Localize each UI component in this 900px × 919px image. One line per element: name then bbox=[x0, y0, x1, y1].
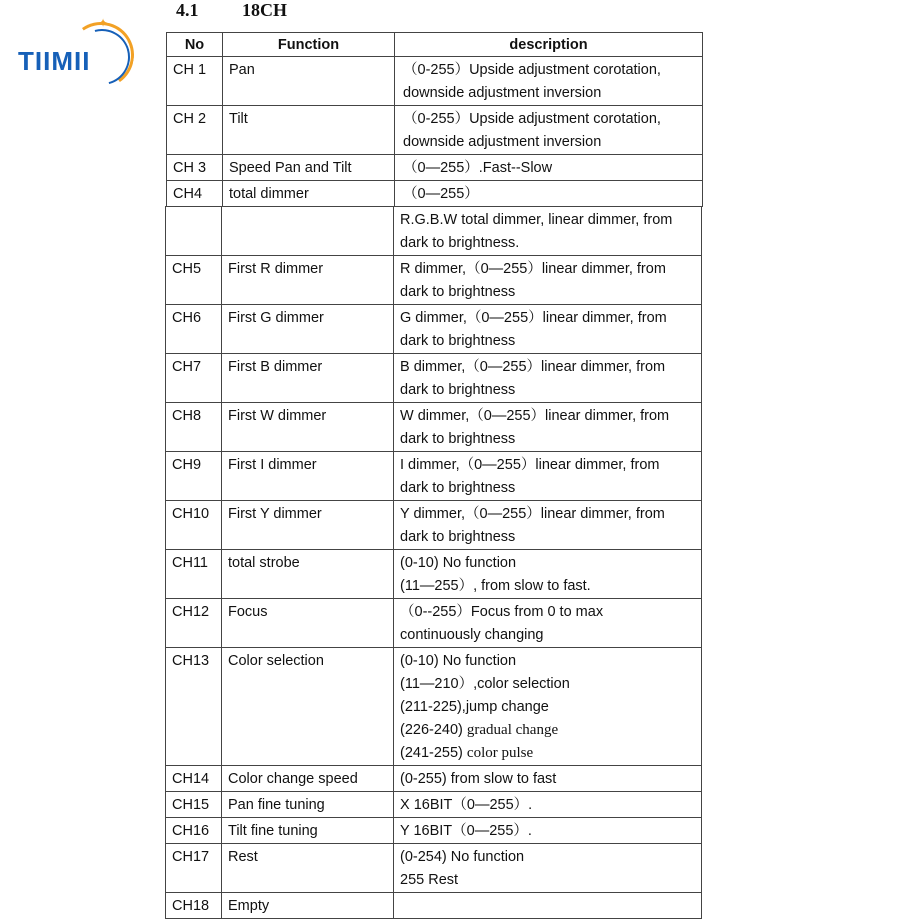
channel-table-bottom bbox=[165, 206, 702, 919]
channel-number: CH7 bbox=[166, 354, 222, 403]
channel-number: CH8 bbox=[166, 403, 222, 452]
description-line: downside adjustment inversion bbox=[403, 85, 602, 101]
table-row bbox=[166, 403, 702, 452]
description-line: Y 16BIT（0—255）. bbox=[400, 823, 532, 839]
channel-description bbox=[394, 305, 702, 354]
description-line: (11—255）, from slow to fast. bbox=[400, 578, 591, 594]
channel-description bbox=[394, 354, 702, 403]
channel-function: Focus bbox=[222, 599, 394, 648]
description-line: dark to brightness bbox=[400, 431, 516, 447]
channel-description bbox=[395, 106, 703, 155]
channel-number: CH18 bbox=[166, 893, 222, 919]
channel-description bbox=[394, 844, 702, 893]
channel-function: total strobe bbox=[222, 550, 394, 599]
table-row bbox=[166, 599, 702, 648]
channel-number: CH5 bbox=[166, 256, 222, 305]
description-line bbox=[400, 895, 695, 918]
description-line: dark to brightness bbox=[400, 382, 516, 398]
description-line: dark to brightness bbox=[400, 480, 516, 496]
table-row bbox=[166, 766, 702, 792]
channel-description bbox=[394, 818, 702, 844]
channel-description bbox=[394, 766, 702, 792]
channel-description bbox=[394, 792, 702, 818]
channel-description bbox=[394, 256, 702, 305]
channel-description bbox=[394, 550, 702, 599]
description-line: X 16BIT（0—255）. bbox=[400, 797, 533, 813]
description-line: dark to brightness bbox=[400, 333, 516, 349]
table-row bbox=[167, 57, 703, 106]
description-line: （0-255）Upside adjustment corotation, bbox=[403, 111, 661, 127]
channel-number: CH13 bbox=[166, 648, 222, 766]
table-row bbox=[166, 792, 702, 818]
section-heading bbox=[176, 0, 287, 21]
table-row bbox=[166, 354, 702, 403]
channel-function: Rest bbox=[222, 844, 394, 893]
description-line: dark to brightness. bbox=[400, 235, 520, 251]
header-function: Function bbox=[223, 33, 395, 57]
header-description: description bbox=[395, 33, 703, 57]
description-line: (0-10) No function bbox=[400, 555, 517, 571]
table-row bbox=[166, 305, 702, 354]
channel-function: total dimmer bbox=[223, 181, 395, 207]
table-row bbox=[166, 893, 702, 919]
description-line: downside adjustment inversion bbox=[403, 134, 602, 150]
description-line: (0-255) from slow to fast bbox=[400, 771, 557, 787]
table-row bbox=[167, 155, 703, 181]
channel-table-top bbox=[166, 32, 703, 207]
description-line: Y dimmer,（0—255）linear dimmer, from bbox=[400, 506, 665, 522]
channel-function: Tilt fine tuning bbox=[222, 818, 394, 844]
channel-number: CH15 bbox=[166, 792, 222, 818]
channel-function: First Y dimmer bbox=[222, 501, 394, 550]
channel-number: CH17 bbox=[166, 844, 222, 893]
channel-number: CH14 bbox=[166, 766, 222, 792]
channel-description bbox=[394, 403, 702, 452]
channel-description bbox=[394, 893, 702, 919]
description-line: (0-254) No function bbox=[400, 849, 525, 865]
description-line: I dimmer,（0—255）linear dimmer, from bbox=[400, 457, 660, 473]
description-line: R.G.B.W total dimmer, linear dimmer, from bbox=[400, 212, 673, 228]
section-title: 18CH bbox=[242, 0, 287, 20]
channel-function: Pan bbox=[223, 57, 395, 106]
channel-description bbox=[395, 155, 703, 181]
section-number: 4.1 bbox=[176, 0, 199, 20]
channel-number: CH10 bbox=[166, 501, 222, 550]
table-row bbox=[166, 844, 702, 893]
channel-description bbox=[395, 181, 703, 207]
channel-number: CH9 bbox=[166, 452, 222, 501]
channel-function: Speed Pan and Tilt bbox=[223, 155, 395, 181]
description-line: (226-240) gradual change bbox=[400, 722, 559, 738]
channel-function: First I dimmer bbox=[222, 452, 394, 501]
star-icon: ✦ bbox=[98, 16, 109, 30]
channel-number: CH 2 bbox=[167, 106, 223, 155]
channel-function: Empty bbox=[222, 893, 394, 919]
description-line: B dimmer,（0—255）linear dimmer, from bbox=[400, 359, 666, 375]
channel-description bbox=[394, 599, 702, 648]
channel-number: CH 3 bbox=[167, 155, 223, 181]
channel-number: CH 1 bbox=[167, 57, 223, 106]
channel-function: Pan fine tuning bbox=[222, 792, 394, 818]
table-row bbox=[166, 648, 702, 766]
channel-description bbox=[395, 57, 703, 106]
description-line: （0-255）Upside adjustment corotation, bbox=[403, 62, 661, 78]
description-line: dark to brightness bbox=[400, 284, 516, 300]
table-row bbox=[166, 452, 702, 501]
table-row bbox=[166, 207, 702, 256]
channel-function: First W dimmer bbox=[222, 403, 394, 452]
table-header-row bbox=[167, 33, 703, 57]
channel-function: Color selection bbox=[222, 648, 394, 766]
description-line: (0-10) No function bbox=[400, 653, 517, 669]
table-row bbox=[166, 501, 702, 550]
description-line: continuously changing bbox=[400, 627, 544, 643]
description-line: （0—255） bbox=[403, 186, 479, 202]
description-line: (211-225),jump change bbox=[400, 699, 549, 715]
header-no: No bbox=[167, 33, 223, 57]
table-row bbox=[166, 550, 702, 599]
channel-number: CH6 bbox=[166, 305, 222, 354]
table-row bbox=[167, 181, 703, 207]
channel-function bbox=[222, 207, 394, 256]
table-row bbox=[167, 106, 703, 155]
table-row bbox=[166, 256, 702, 305]
channel-description bbox=[394, 501, 702, 550]
description-line: (11—210）,color selection bbox=[400, 676, 570, 692]
channel-function: First B dimmer bbox=[222, 354, 394, 403]
channel-number: CH11 bbox=[166, 550, 222, 599]
description-line: G dimmer,（0—255）linear dimmer, from bbox=[400, 310, 667, 326]
description-line: （0--255）Focus from 0 to max bbox=[400, 604, 604, 620]
channel-function: First G dimmer bbox=[222, 305, 394, 354]
channel-description bbox=[394, 207, 702, 256]
channel-description bbox=[394, 452, 702, 501]
description-line: W dimmer,（0—255）linear dimmer, from bbox=[400, 408, 670, 424]
channel-description bbox=[394, 648, 702, 766]
channel-function: Color change speed bbox=[222, 766, 394, 792]
table-row bbox=[166, 818, 702, 844]
description-line: (241-255) color pulse bbox=[400, 745, 534, 761]
channel-number: CH4 bbox=[167, 181, 223, 207]
channel-function: First R dimmer bbox=[222, 256, 394, 305]
description-line: R dimmer,（0—255）linear dimmer, from bbox=[400, 261, 666, 277]
description-line: （0—255）.Fast--Slow bbox=[403, 160, 553, 176]
channel-function: Tilt bbox=[223, 106, 395, 155]
channel-number: CH12 bbox=[166, 599, 222, 648]
brand-logo bbox=[12, 16, 132, 91]
logo-text: TIIMII bbox=[18, 46, 91, 76]
channel-number: CH16 bbox=[166, 818, 222, 844]
channel-number bbox=[166, 207, 222, 256]
description-line: dark to brightness bbox=[400, 529, 516, 545]
description-line: 255 Rest bbox=[400, 872, 459, 888]
